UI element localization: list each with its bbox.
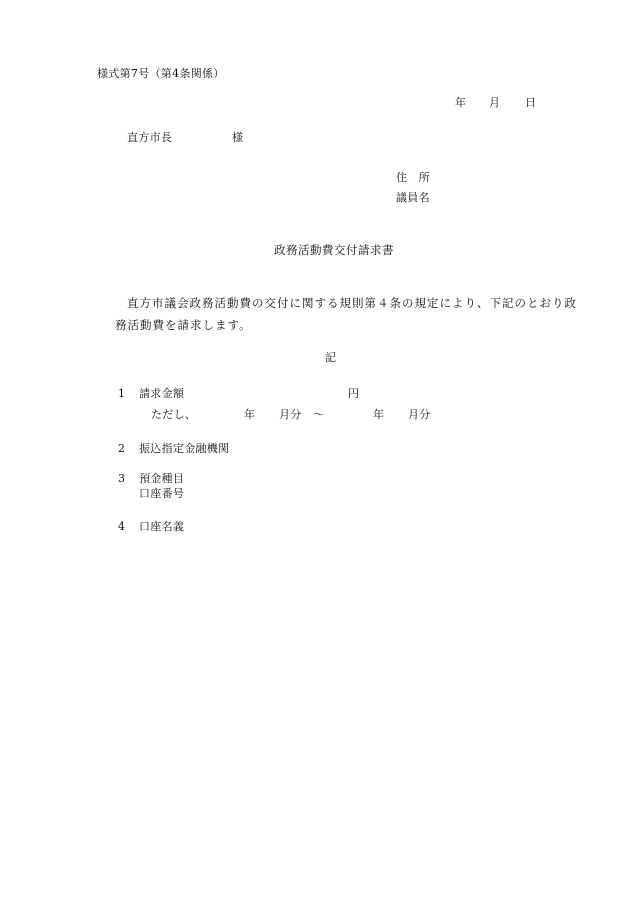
- item-3-number: 3: [118, 472, 126, 485]
- body-line-1: 直方市議会政務活動費の交付に関する規則第４条の規定により、下記のとおり政: [127, 296, 577, 310]
- document-title: 政務活動費交付請求書: [274, 243, 394, 257]
- ki-heading: 記: [325, 351, 337, 364]
- date-year-label: 年: [455, 96, 467, 109]
- item-2-number: 2: [118, 442, 126, 455]
- item-4-number: 4: [118, 520, 126, 533]
- period-month-1: 月分: [279, 408, 302, 421]
- period-month-2: 月分: [408, 408, 431, 421]
- period-prefix: ただし、: [151, 408, 197, 421]
- period-year-2: 年: [373, 408, 385, 421]
- date-day-label: 日: [525, 96, 537, 109]
- item-1-label: 請求金額: [139, 387, 185, 400]
- item-3-label: 預金種目: [139, 472, 185, 485]
- body-line-2: 務活動費を請求します。: [115, 318, 252, 332]
- period-tilde: ～: [313, 408, 325, 421]
- item-2-label: 振込指定金融機関: [139, 442, 230, 455]
- item-4-label: 口座名義: [139, 520, 185, 533]
- period-year-1: 年: [244, 408, 256, 421]
- address-label: 住 所: [396, 171, 430, 184]
- addressee-name: 直方市長: [127, 131, 173, 144]
- item-3-sublabel: 口座番号: [139, 487, 185, 500]
- addressee-honorific: 様: [232, 131, 244, 144]
- item-1-number: 1: [118, 387, 126, 400]
- form-number-label: 様式第7号（第4条関係）: [97, 67, 225, 80]
- member-name-label: 議員名: [396, 191, 430, 204]
- date-month-label: 月: [489, 96, 501, 109]
- item-1-unit: 円: [348, 387, 360, 400]
